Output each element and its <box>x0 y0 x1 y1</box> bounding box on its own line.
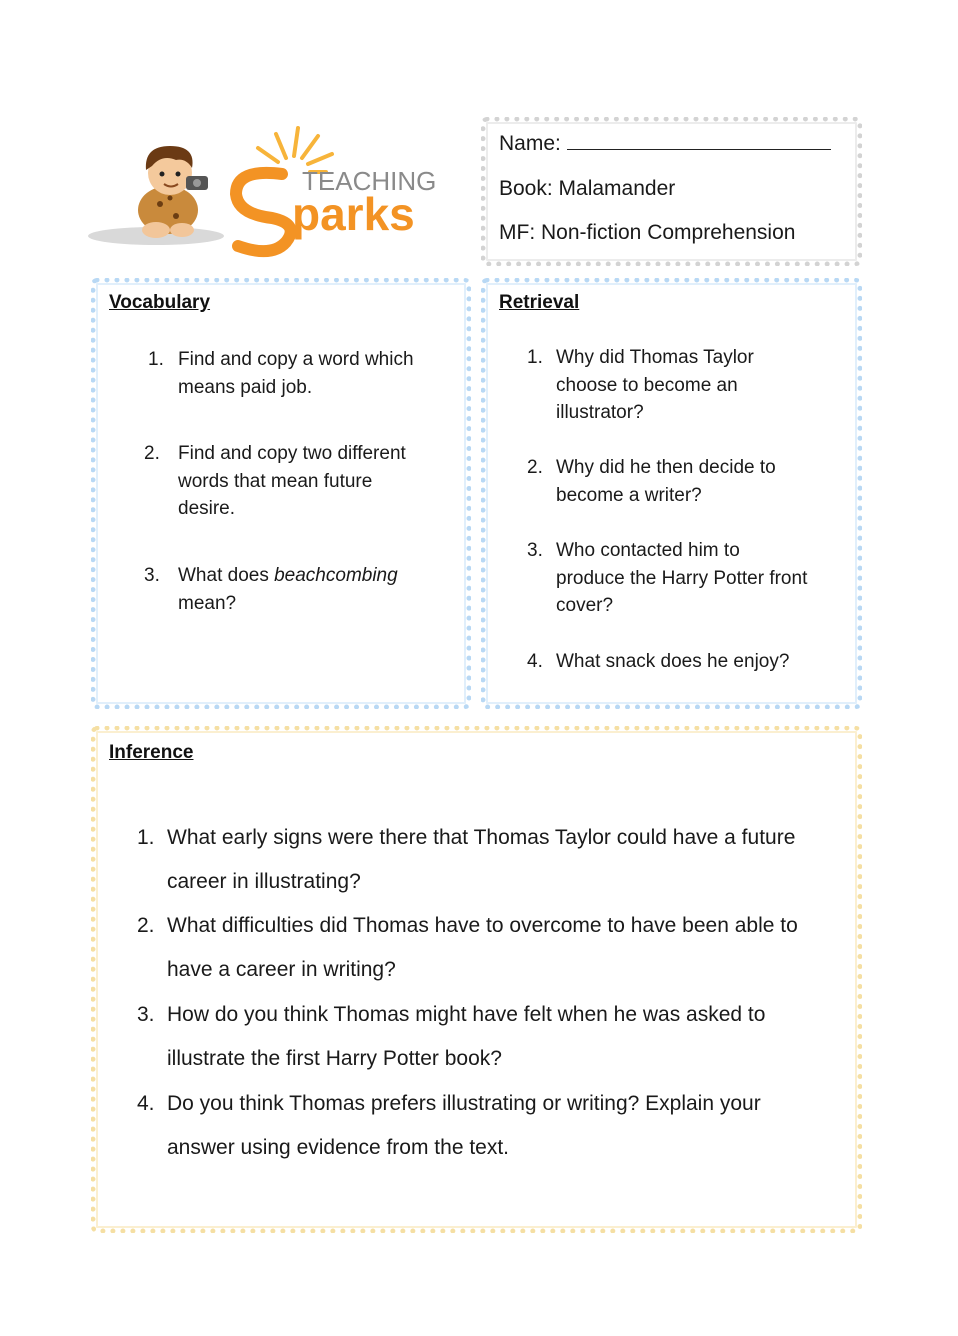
teaching-sparks-logo <box>86 118 446 263</box>
name-line[interactable] <box>567 135 831 150</box>
logo-word-main: parks <box>292 188 415 240</box>
name-label: Name: <box>499 132 561 155</box>
inference-title: Inference <box>109 742 194 763</box>
book-line: Book: Malamander <box>499 177 676 200</box>
mf-line: MF: Non-fiction Comprehension <box>499 221 796 244</box>
logo-graphic <box>86 118 446 263</box>
logo-word-top: TEACHING <box>302 166 437 196</box>
term-beachcombing: beachcombing <box>274 565 398 586</box>
name-field[interactable] <box>499 132 831 156</box>
retrieval-title: Retrieval <box>499 292 580 313</box>
vocabulary-title: Vocabulary <box>109 292 211 313</box>
